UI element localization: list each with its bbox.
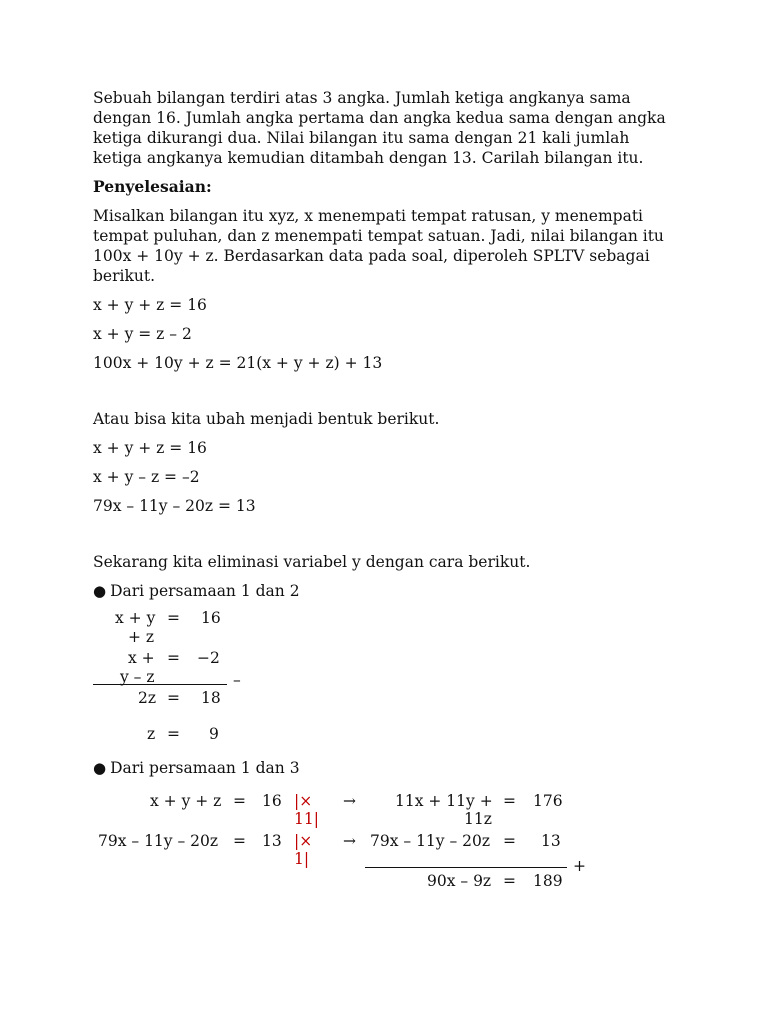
elim1-row4-eq: = bbox=[167, 725, 180, 743]
eliminate-text: Sekarang kita eliminasi variabel y dengan cara berikut. bbox=[93, 553, 531, 571]
elim1-rule bbox=[93, 684, 227, 685]
elim2-row3-value: 189 bbox=[533, 872, 563, 890]
elim1-row4-value: 9 bbox=[209, 725, 219, 743]
elim2-row2-lhs: 79x – 11y – 20z bbox=[98, 832, 219, 850]
solution-intro: Misalkan bilangan itu xyz, x menempati tempat ratusan, y menempati tempat puluhan, dan z menempati tempat satuan. Jadi, nilai bilangan itu 100x + 10y + z. Berdasarkan data pada soal, diperoleh SPLTV sebagai berikut. bbox=[93, 207, 664, 285]
system2-eq3: 79x – 11y – 20z = 13 bbox=[93, 497, 256, 515]
bullet-item-2 bbox=[93, 758, 683, 778]
elim1-row1-lhs: x + y bbox=[115, 609, 156, 627]
elim1-row3-lhs: 2z bbox=[138, 689, 157, 707]
elim2-row1-rhs: 11x + 11y + bbox=[395, 792, 493, 810]
problem-statement: Sebuah bilangan terdiri atas 3 angka. Jumlah ketiga angkanya sama dengan 16. Jumlah angka pertama dan angka kedua sama dengan angka ketiga dikurangi dua. Nilai bilangan itu sama dengan 21 kali jumlah ketiga angkanya kemudian ditambah dengan 13. Carilah bilangan itu. bbox=[93, 89, 666, 167]
elimination-block-1 bbox=[93, 608, 683, 758]
elim2-row1-rhs-eq: = bbox=[503, 792, 516, 810]
elim2-row2-eq: = bbox=[233, 832, 246, 850]
elim2-row1-rhs-cont: 11z bbox=[464, 810, 492, 828]
system2-eq1: x + y + z = 16 bbox=[93, 439, 207, 457]
solution-heading: Penyelesaian: bbox=[93, 177, 212, 196]
system2-eq2: x + y – z = –2 bbox=[93, 468, 200, 486]
bullet-icon: ● bbox=[93, 582, 107, 600]
elim1-row3-value: 18 bbox=[201, 689, 221, 707]
elim1-row2-eq: = bbox=[167, 649, 180, 667]
elim2-row3-lhs: 90x – 9z bbox=[427, 872, 492, 890]
elim1-operator: – bbox=[233, 671, 241, 689]
elimination-block-2 bbox=[93, 785, 683, 895]
elim2-row2-rhs: 79x – 11y – 20z bbox=[370, 832, 491, 850]
elim2-row1-multiplier-cont: 11| bbox=[294, 810, 319, 828]
bullet-item-1 bbox=[93, 581, 683, 601]
elim2-row2-rhs-value: 13 bbox=[541, 832, 561, 850]
elim1-row1-value: 16 bbox=[201, 609, 221, 627]
system1-eq1: x + y + z = 16 bbox=[93, 296, 207, 314]
elim1-row1-lhs-cont: + z bbox=[128, 628, 155, 646]
elim2-row1-arrow-icon: → bbox=[343, 792, 356, 810]
elim2-row1-eq: = bbox=[233, 792, 246, 810]
document-page bbox=[93, 88, 683, 895]
elim1-row1-eq: = bbox=[167, 609, 180, 627]
system1-eq3: 100x + 10y + z = 21(x + y + z) + 13 bbox=[93, 354, 383, 372]
bullet-icon: ● bbox=[93, 759, 107, 777]
elim1-row4-lhs: z bbox=[147, 725, 156, 743]
bullet-label: Dari persamaan 1 dan 2 bbox=[110, 582, 300, 600]
elim2-rule bbox=[365, 867, 567, 868]
elim1-row2-lhs: x + bbox=[128, 649, 155, 667]
elim2-row1-lhs: x + y + z bbox=[150, 792, 222, 810]
elim2-row1-value: 16 bbox=[262, 792, 282, 810]
elim2-row2-rhs-eq: = bbox=[503, 832, 516, 850]
bullet-label: Dari persamaan 1 dan 3 bbox=[110, 759, 300, 777]
elim1-row3-eq: = bbox=[167, 689, 180, 707]
elim2-operator: + bbox=[573, 857, 586, 875]
transform-text: Atau bisa kita ubah menjadi bentuk berikut. bbox=[93, 410, 440, 428]
elim2-row2-multiplier: |× bbox=[294, 832, 313, 850]
elim2-row3-eq: = bbox=[503, 872, 516, 890]
elim1-row2-value: −2 bbox=[197, 649, 220, 667]
elim2-row2-value: 13 bbox=[262, 832, 282, 850]
elim2-row2-arrow-icon: → bbox=[343, 832, 356, 850]
elim1-row2-lhs-cont: y – z bbox=[120, 668, 155, 686]
elim2-row1-multiplier: |× bbox=[294, 792, 313, 810]
elim2-row2-multiplier-cont: 1| bbox=[294, 850, 310, 868]
elim2-row1-rhs-value: 176 bbox=[533, 792, 563, 810]
system1-eq2: x + y = z – 2 bbox=[93, 325, 192, 343]
